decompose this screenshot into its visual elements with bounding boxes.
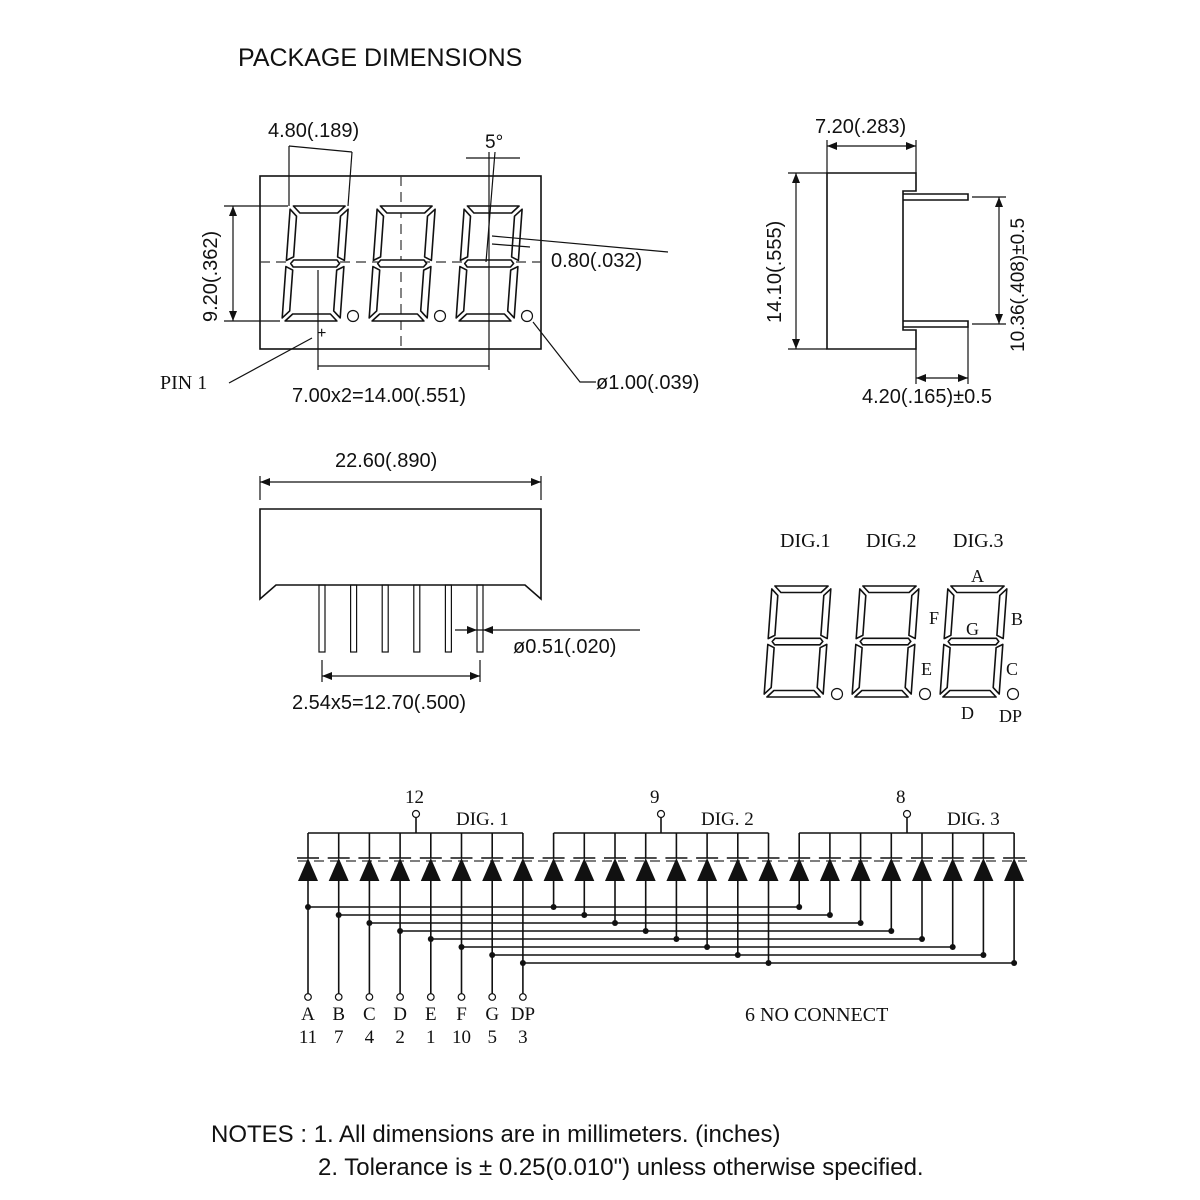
segment-name-label: F [456, 1004, 467, 1025]
map-digit-3-segment-a [951, 586, 1004, 593]
schematic-wiring [297, 811, 1027, 1001]
segment-pin-number: 2 [395, 1027, 405, 1048]
note-1: 1. All dimensions are in millimeters. (inches) [313, 1121, 781, 1148]
dig1-label: DIG.1 [780, 530, 831, 552]
map-digit-1-segment-e [764, 644, 774, 694]
front-digit-2-segment-a [380, 206, 432, 213]
front-digit-3-segment-e [456, 267, 467, 318]
diode-1-d [390, 858, 410, 881]
segment-pin-number: 3 [518, 1027, 528, 1048]
front-digit-1-segment-d [285, 314, 337, 321]
map-digit-2-segment-a [863, 586, 916, 593]
map-digit-3-segment-f [944, 589, 954, 639]
map-digit-2-segment-b [909, 589, 919, 639]
common-pin-number: 12 [405, 787, 424, 808]
dig2-label: DIG.2 [866, 530, 917, 552]
front-digit-2-segment-c [421, 267, 431, 318]
segment-name-label: DP [510, 1004, 536, 1025]
segment-name-label: A [301, 1004, 315, 1025]
front-digit-3-segment-d [459, 314, 511, 321]
map-digit-3-segment-e [940, 644, 950, 694]
front-digit-2-segment-e [369, 267, 380, 318]
segment-pin-number: 5 [487, 1027, 497, 1048]
segment-dp-label: DP [999, 706, 1023, 726]
bottom-view [260, 450, 640, 714]
front-digit-2-dp [435, 311, 446, 322]
segment-pin-terminal [335, 994, 342, 1001]
drawing-title: PACKAGE DIMENSIONS [238, 44, 523, 72]
common-pin-terminal [658, 811, 665, 818]
slant-label: 5° [485, 132, 504, 153]
note-2: 2. Tolerance is ± 0.25(0.010") unless otherwise specified. [318, 1154, 924, 1181]
segment-pin-terminal [520, 994, 527, 1001]
segment-pin-terminal [397, 994, 404, 1001]
segment-c-label: C [1006, 659, 1019, 679]
common-pin-number: 9 [650, 787, 660, 808]
diode-1-f [452, 858, 472, 881]
segment-pin-terminal [428, 994, 435, 1001]
map-digit-1-segment-b [821, 589, 831, 639]
bottom-pins [319, 585, 483, 652]
front-digit-1-segment-g [291, 260, 340, 267]
map-digit-2-segment-c [905, 644, 915, 694]
segment-g-label: G [966, 619, 979, 639]
front-digit-2-segment-f [373, 209, 383, 260]
junction-dot [796, 904, 802, 910]
digit-pitch-label: 7.00x2=14.00(.551) [292, 385, 467, 407]
segment-pin-number: 11 [298, 1027, 318, 1048]
schematic-digit-labels [405, 787, 1000, 830]
front-digit-1-dp [348, 311, 359, 322]
segment-name-label: C [363, 1004, 376, 1025]
front-digit-1-segment-f [286, 209, 296, 260]
junction-dot [581, 912, 587, 918]
pin-diameter-label: ø0.51(.020) [513, 636, 617, 658]
common-pin-terminal [413, 811, 420, 818]
segment-pin-number: 10 [452, 1027, 471, 1048]
junction-dot [735, 952, 741, 958]
digit-width-label: 4.80(.189) [268, 120, 360, 142]
segment-e-label: E [921, 659, 932, 679]
front-digit-3-segment-c [508, 267, 518, 318]
pin1-label: PIN 1 [160, 372, 208, 394]
bottom-pin [414, 585, 420, 652]
dp-diameter-leader [533, 322, 596, 382]
segment-b-label: B [1011, 609, 1024, 629]
segment-pin-terminal [489, 994, 496, 1001]
side-pin-bottom [903, 321, 968, 327]
dim-ext-line [348, 152, 352, 206]
front-digit-3-segment-b [512, 209, 522, 260]
segment-pin-terminal [366, 994, 373, 1001]
segment-f-label: F [929, 608, 940, 628]
dig3-label: DIG.3 [953, 530, 1004, 552]
segment-d-label: D [961, 703, 974, 723]
side-height-label: 14.10(.555) [764, 220, 786, 323]
front-view [160, 120, 699, 407]
junction-dot [827, 912, 833, 918]
digit-label: DIG. 2 [701, 809, 754, 830]
common-pin-terminal [904, 811, 911, 818]
map-digit-3-dp [1008, 689, 1019, 700]
segment-width-label: 0.80(.032) [551, 250, 643, 272]
bottom-pin [351, 585, 357, 652]
segment-name-label: D [393, 1004, 407, 1025]
junction-dot [1011, 960, 1017, 966]
segment-map [764, 530, 1023, 726]
junction-dot [888, 928, 894, 934]
map-digit-3-segment-b [997, 589, 1007, 639]
junction-dot [643, 928, 649, 934]
junction-dot [950, 944, 956, 950]
diode-3-a [789, 858, 809, 881]
bottom-width-label: 22.60(.890) [335, 450, 438, 472]
pin-spacing-label: 10.36(.408)±0.5 [1008, 217, 1029, 352]
map-digit-3-segment-c [993, 644, 1003, 694]
common-pin-number: 8 [896, 787, 906, 808]
junction-dot [612, 920, 618, 926]
junction-dot [673, 936, 679, 942]
pin1-leader [229, 338, 312, 383]
front-digit-3-dp [522, 311, 533, 322]
no-connect-label: 6 NO CONNECT [745, 1004, 889, 1026]
junction-dot [919, 936, 925, 942]
segment-a-label: A [971, 566, 984, 586]
map-digit-3-segment-d [943, 691, 996, 698]
diode-2-dp [759, 858, 779, 881]
map-digit-2-segment-f [856, 589, 866, 639]
front-digit-2-segment-b [425, 209, 436, 260]
dim-line [289, 146, 352, 152]
front-digit-2-segment-d [372, 314, 424, 321]
segment-name-label: E [424, 1004, 437, 1025]
notes [211, 1121, 924, 1181]
pin1-plus-mark: + [317, 325, 327, 342]
bottom-pin [382, 585, 388, 652]
segment-width-leader [492, 244, 530, 247]
front-digit-3-segment-a [467, 206, 519, 213]
diode-1-e [421, 858, 441, 881]
digit-label: DIG. 1 [456, 809, 509, 830]
segment-name-label: B [332, 1004, 346, 1025]
junction-dot [766, 960, 772, 966]
internal-schematic [297, 787, 1027, 1048]
map-digit-1-segment-a [775, 586, 828, 593]
front-digit-2-segment-g [378, 260, 427, 267]
junction-dot [980, 952, 986, 958]
bottom-body-outline [260, 509, 541, 599]
side-body-outline [827, 173, 916, 349]
map-digit-1-segment-c [817, 644, 827, 694]
side-depth-label: 7.20(.283) [815, 116, 907, 138]
map-digit-3-segment-g [948, 638, 999, 645]
front-digits [282, 206, 532, 322]
pin-length-label: 4.20(.165)±0.5 [862, 386, 992, 408]
map-digit-2-segment-d [855, 691, 908, 698]
segment-pin-number: 7 [333, 1027, 344, 1048]
side-pin-top [903, 194, 968, 200]
front-digit-3-segment-f [460, 209, 470, 260]
map-digit-1-dp [832, 689, 843, 700]
map-digit-2-dp [920, 689, 931, 700]
front-digit-1-segment-c [334, 267, 344, 318]
notes-label: NOTES : [211, 1121, 314, 1148]
notes-block [211, 1121, 781, 1148]
segment-map-digits [764, 586, 1018, 700]
front-digit-1-segment-e [282, 267, 293, 318]
bottom-pin [477, 585, 483, 652]
front-digit-1-segment-a [293, 206, 345, 213]
pin-pitch-label: 2.54x5=12.70(.500) [292, 692, 467, 714]
map-digit-1-segment-d [767, 691, 820, 698]
segment-name-label: G [485, 1004, 500, 1025]
bottom-pin [319, 585, 325, 652]
side-view [764, 116, 1029, 408]
junction-dot [704, 944, 710, 950]
diode-3-b [820, 858, 840, 881]
map-digit-2-segment-e [852, 644, 862, 694]
digit-label: DIG. 3 [947, 809, 1000, 830]
map-digit-1-segment-g [772, 638, 823, 645]
bottom-pin [445, 585, 451, 652]
junction-dot [858, 920, 864, 926]
junction-dot [551, 904, 557, 910]
segment-pin-terminal [305, 994, 312, 1001]
dp-diameter-label: ø1.00(.039) [596, 372, 700, 394]
segment-pin-number: 1 [426, 1027, 436, 1048]
map-digit-1-segment-f [768, 589, 778, 639]
digit-height-label: 9.20(.362) [200, 230, 222, 322]
schematic-pin-labels [299, 1004, 535, 1048]
front-digit-1-segment-b [338, 209, 349, 260]
segment-pin-number: 4 [364, 1027, 375, 1048]
segment-pin-terminal [458, 994, 465, 1001]
map-digit-2-segment-g [860, 638, 911, 645]
